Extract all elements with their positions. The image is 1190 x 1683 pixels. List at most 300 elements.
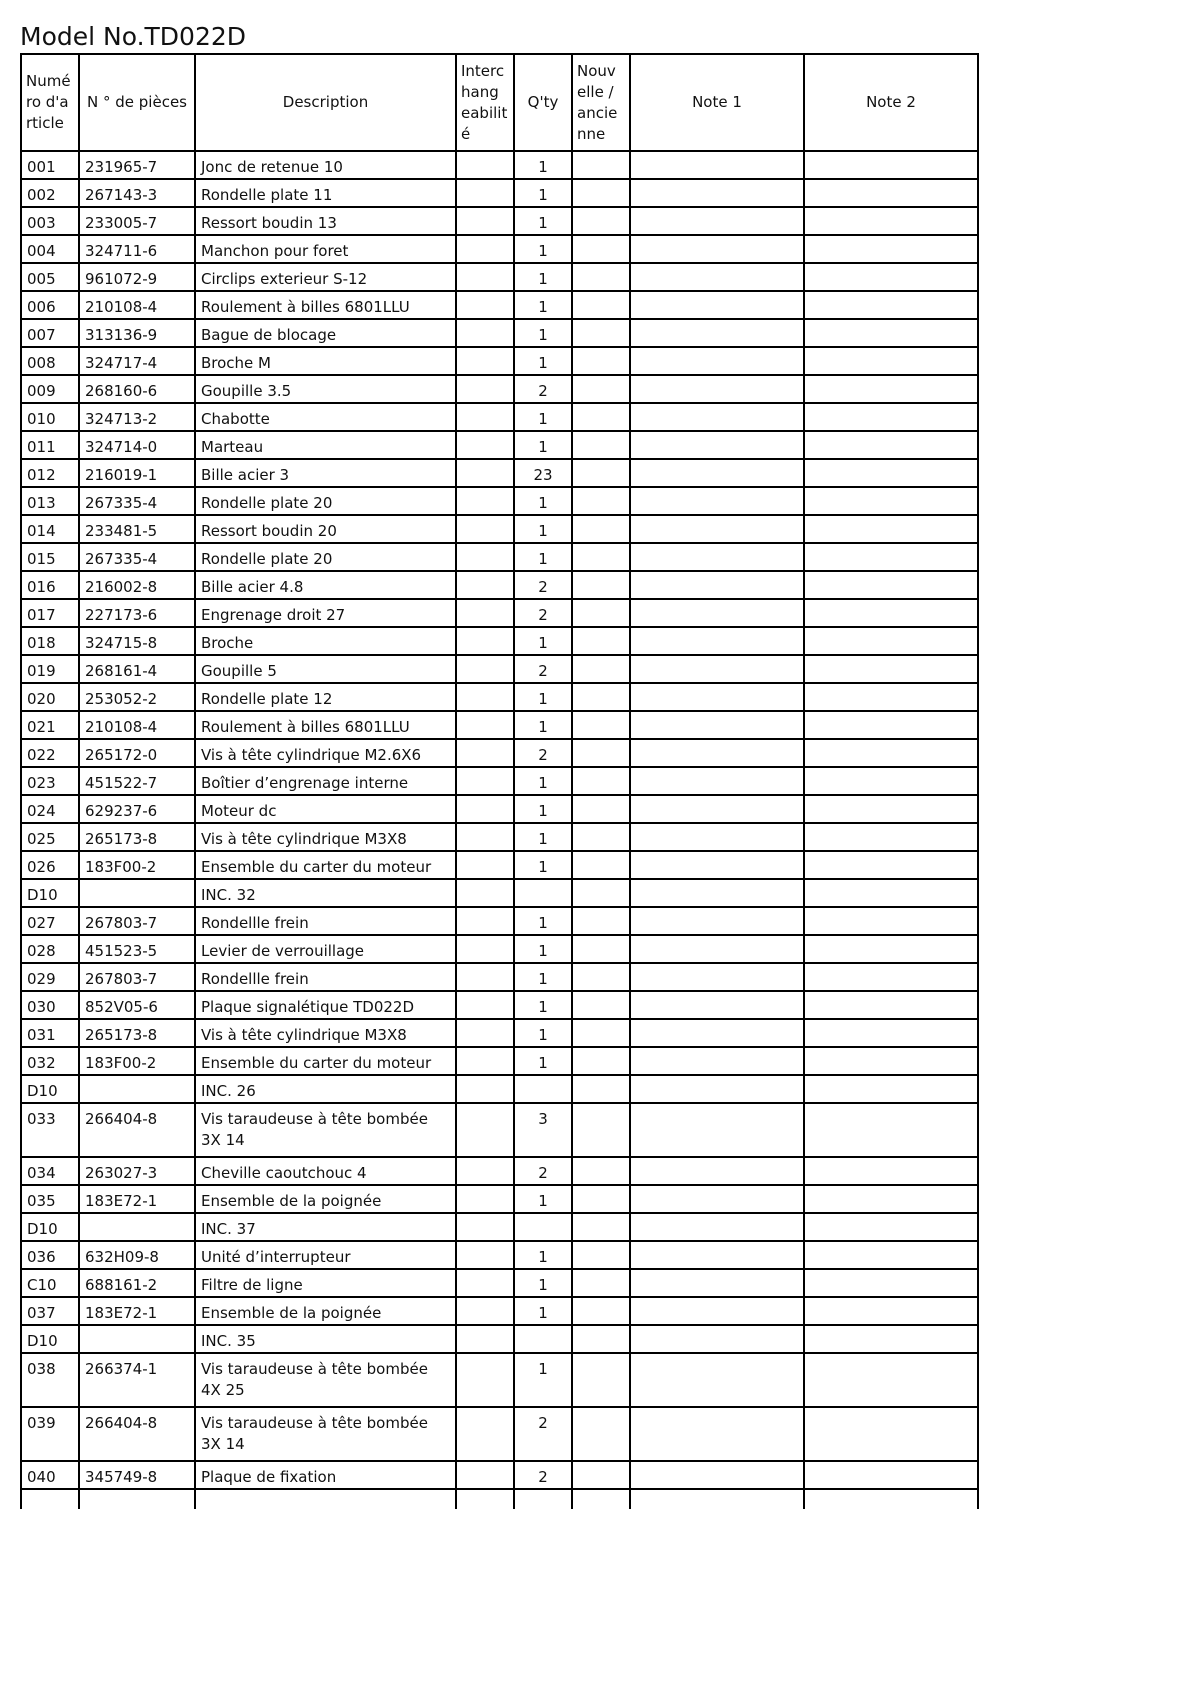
description-cell: Bille acier 4.8 <box>195 571 456 599</box>
interchangeability-cell <box>456 851 514 879</box>
part-number-cell: 216002-8 <box>79 571 195 599</box>
table-row <box>21 487 978 515</box>
description-cell: Plaque signalétique TD022D <box>195 991 456 1019</box>
note-2-cell <box>804 1269 978 1297</box>
item-number-cell: 027 <box>21 907 79 935</box>
note-2-cell <box>804 1213 978 1241</box>
item-number-cell: 006 <box>21 291 79 319</box>
table-row <box>21 1353 978 1407</box>
new-old-cell <box>572 1019 630 1047</box>
note-1-cell <box>630 627 804 655</box>
part-number-cell: 265173-8 <box>79 1019 195 1047</box>
item-number-cell: 018 <box>21 627 79 655</box>
note-1-cell <box>630 319 804 347</box>
interchangeability-cell <box>456 599 514 627</box>
new-old-cell <box>572 151 630 179</box>
quantity-cell: 23 <box>514 459 572 487</box>
quantity-cell: 1 <box>514 263 572 291</box>
item-number-cell: 022 <box>21 739 79 767</box>
new-old-cell <box>572 403 630 431</box>
item-number-cell: 037 <box>21 1297 79 1325</box>
note-1-cell <box>630 431 804 459</box>
part-number-cell: 183E72-1 <box>79 1185 195 1213</box>
description-cell: Broche M <box>195 347 456 375</box>
table-row <box>21 1185 978 1213</box>
part-number-cell: 267335-4 <box>79 543 195 571</box>
interchangeability-cell <box>456 347 514 375</box>
interchangeability-cell <box>456 571 514 599</box>
item-number-cell: 029 <box>21 963 79 991</box>
description-cell: Roulement à billes 6801LLU <box>195 291 456 319</box>
interchangeability-cell <box>456 1241 514 1269</box>
interchangeability-cell <box>456 207 514 235</box>
new-old-cell <box>572 263 630 291</box>
new-old-cell <box>572 1185 630 1213</box>
empty-cell <box>572 1489 630 1509</box>
new-old-cell <box>572 1325 630 1353</box>
quantity-cell: 1 <box>514 907 572 935</box>
interchangeability-cell <box>456 1325 514 1353</box>
item-number-cell: 011 <box>21 431 79 459</box>
part-number-cell: 266404-8 <box>79 1407 195 1461</box>
note-1-cell <box>630 515 804 543</box>
note-1-cell <box>630 795 804 823</box>
part-number-cell: 227173-6 <box>79 599 195 627</box>
quantity-cell: 1 <box>514 1241 572 1269</box>
note-1-cell <box>630 935 804 963</box>
table-row <box>21 151 978 179</box>
note-2-cell <box>804 879 978 907</box>
new-old-cell <box>572 515 630 543</box>
description-cell: Goupille 3.5 <box>195 375 456 403</box>
description-cell: Bille acier 3 <box>195 459 456 487</box>
interchangeability-cell <box>456 627 514 655</box>
note-2-cell <box>804 1325 978 1353</box>
note-2-cell <box>804 1075 978 1103</box>
new-old-cell <box>572 935 630 963</box>
quantity-cell: 1 <box>514 403 572 431</box>
description-cell: Marteau <box>195 431 456 459</box>
table-row <box>21 431 978 459</box>
note-1-cell <box>630 1241 804 1269</box>
description-cell: INC. 37 <box>195 1213 456 1241</box>
table-row <box>21 1157 978 1185</box>
note-1-cell <box>630 1461 804 1489</box>
interchangeability-cell <box>456 1185 514 1213</box>
interchangeability-cell <box>456 1297 514 1325</box>
quantity-cell <box>514 1075 572 1103</box>
note-1-cell <box>630 571 804 599</box>
note-1-cell <box>630 1325 804 1353</box>
table-row <box>21 935 978 963</box>
new-old-cell <box>572 1461 630 1489</box>
part-number-cell: 324711-6 <box>79 235 195 263</box>
table-row <box>21 823 978 851</box>
item-number-cell: 034 <box>21 1157 79 1185</box>
table-row <box>21 403 978 431</box>
interchangeability-cell <box>456 1047 514 1075</box>
new-old-cell <box>572 235 630 263</box>
description-cell: Engrenage droit 27 <box>195 599 456 627</box>
note-2-cell <box>804 235 978 263</box>
note-2-cell <box>804 1047 978 1075</box>
empty-cell <box>804 1489 978 1509</box>
interchangeability-cell <box>456 935 514 963</box>
note-2-cell <box>804 431 978 459</box>
interchangeability-cell <box>456 991 514 1019</box>
table-row <box>21 963 978 991</box>
quantity-cell: 2 <box>514 655 572 683</box>
table-row <box>21 1075 978 1103</box>
description-cell: Circlips exterieur S-12 <box>195 263 456 291</box>
description-cell: INC. 32 <box>195 879 456 907</box>
quantity-cell: 1 <box>514 1047 572 1075</box>
item-number-cell: 010 <box>21 403 79 431</box>
item-number-cell: C10 <box>21 1269 79 1297</box>
description-cell: Moteur dc <box>195 795 456 823</box>
header-row <box>21 54 978 151</box>
part-number-cell: 267803-7 <box>79 963 195 991</box>
item-number-cell: 040 <box>21 1461 79 1489</box>
table-row <box>21 599 978 627</box>
description-cell: Rondellle frein <box>195 907 456 935</box>
quantity-cell: 1 <box>514 179 572 207</box>
new-old-cell <box>572 1047 630 1075</box>
item-number-cell: 009 <box>21 375 79 403</box>
new-old-cell <box>572 375 630 403</box>
item-number-cell: 005 <box>21 263 79 291</box>
quantity-cell <box>514 879 572 907</box>
note-1-cell <box>630 683 804 711</box>
new-old-cell <box>572 179 630 207</box>
empty-cell <box>195 1489 456 1509</box>
item-number-cell: 028 <box>21 935 79 963</box>
quantity-cell: 1 <box>514 207 572 235</box>
note-2-cell <box>804 571 978 599</box>
item-number-cell: 030 <box>21 991 79 1019</box>
note-2-cell <box>804 151 978 179</box>
description-cell: Filtre de ligne <box>195 1269 456 1297</box>
part-number-cell: 451522-7 <box>79 767 195 795</box>
quantity-cell: 2 <box>514 571 572 599</box>
note-2-cell <box>804 1353 978 1407</box>
quantity-cell: 1 <box>514 347 572 375</box>
item-number-cell: D10 <box>21 1325 79 1353</box>
new-old-cell <box>572 1407 630 1461</box>
item-number-cell: 023 <box>21 767 79 795</box>
note-1-cell <box>630 207 804 235</box>
quantity-cell: 3 <box>514 1103 572 1157</box>
interchangeability-cell <box>456 907 514 935</box>
quantity-cell: 1 <box>514 1269 572 1297</box>
part-number-cell: 688161-2 <box>79 1269 195 1297</box>
item-number-cell: 004 <box>21 235 79 263</box>
part-number-cell <box>79 1075 195 1103</box>
description-cell: Plaque de fixation <box>195 1461 456 1489</box>
note-2-cell <box>804 1103 978 1157</box>
note-1-cell <box>630 1047 804 1075</box>
note-2-cell <box>804 795 978 823</box>
note-2-cell <box>804 963 978 991</box>
part-number-cell: 263027-3 <box>79 1157 195 1185</box>
table-row <box>21 1325 978 1353</box>
description-cell: Manchon pour foret <box>195 235 456 263</box>
part-number-cell <box>79 879 195 907</box>
interchangeability-cell <box>456 403 514 431</box>
part-number-cell: 233481-5 <box>79 515 195 543</box>
description-cell: INC. 35 <box>195 1325 456 1353</box>
part-number-cell <box>79 1325 195 1353</box>
new-old-cell <box>572 795 630 823</box>
note-1-cell <box>630 487 804 515</box>
description-cell: Ensemble de la poignée <box>195 1185 456 1213</box>
part-number-cell: 233005-7 <box>79 207 195 235</box>
item-number-cell: 007 <box>21 319 79 347</box>
interchangeability-cell <box>456 431 514 459</box>
empty-cell <box>79 1489 195 1509</box>
new-old-cell <box>572 459 630 487</box>
quantity-cell: 1 <box>514 515 572 543</box>
quantity-cell <box>514 1213 572 1241</box>
table-row <box>21 739 978 767</box>
quantity-cell: 1 <box>514 823 572 851</box>
quantity-cell <box>514 1325 572 1353</box>
part-number-cell: 313136-9 <box>79 319 195 347</box>
interchangeability-cell <box>456 795 514 823</box>
new-old-cell <box>572 1075 630 1103</box>
note-2-cell <box>804 739 978 767</box>
quantity-cell: 2 <box>514 375 572 403</box>
new-old-cell <box>572 627 630 655</box>
part-number-cell: 852V05-6 <box>79 991 195 1019</box>
part-number-cell: 267335-4 <box>79 487 195 515</box>
note-2-cell <box>804 1019 978 1047</box>
table-row <box>21 543 978 571</box>
table-row <box>21 459 978 487</box>
new-old-cell <box>572 487 630 515</box>
part-number-cell: 268161-4 <box>79 655 195 683</box>
note-2-cell <box>804 375 978 403</box>
note-2-cell <box>804 711 978 739</box>
description-cell: Rondelle plate 11 <box>195 179 456 207</box>
interchangeability-cell <box>456 235 514 263</box>
interchangeability-cell <box>456 263 514 291</box>
table-row <box>21 991 978 1019</box>
interchangeability-cell <box>456 711 514 739</box>
note-2-cell <box>804 683 978 711</box>
item-number-cell: 002 <box>21 179 79 207</box>
empty-cell <box>514 1489 572 1509</box>
quantity-cell: 1 <box>514 935 572 963</box>
quantity-cell: 2 <box>514 1407 572 1461</box>
note-2-cell <box>804 403 978 431</box>
interchangeability-cell <box>456 291 514 319</box>
new-old-cell <box>572 655 630 683</box>
interchangeability-cell <box>456 1103 514 1157</box>
description-cell: Chabotte <box>195 403 456 431</box>
table-row <box>21 1241 978 1269</box>
part-number-cell: 231965-7 <box>79 151 195 179</box>
empty-cell <box>21 1489 79 1509</box>
table-row <box>21 263 978 291</box>
part-number-cell: 216019-1 <box>79 459 195 487</box>
col-header-quantity: Q'ty <box>514 54 572 151</box>
part-number-cell: 210108-4 <box>79 291 195 319</box>
item-number-cell: 032 <box>21 1047 79 1075</box>
table-row <box>21 655 978 683</box>
interchangeability-cell <box>456 151 514 179</box>
note-1-cell <box>630 263 804 291</box>
part-number-cell: 324714-0 <box>79 431 195 459</box>
note-1-cell <box>630 347 804 375</box>
description-cell: Vis taraudeuse à tête bombée 3X 14 <box>195 1103 456 1157</box>
quantity-cell: 1 <box>514 711 572 739</box>
note-1-cell <box>630 403 804 431</box>
item-number-cell: 035 <box>21 1185 79 1213</box>
new-old-cell <box>572 319 630 347</box>
note-1-cell <box>630 151 804 179</box>
description-cell: Rondelle plate 20 <box>195 543 456 571</box>
quantity-cell: 1 <box>514 151 572 179</box>
new-old-cell <box>572 1213 630 1241</box>
part-number-cell: 629237-6 <box>79 795 195 823</box>
table-row <box>21 683 978 711</box>
quantity-cell: 1 <box>514 487 572 515</box>
part-number-cell: 183E72-1 <box>79 1297 195 1325</box>
quantity-cell: 1 <box>514 851 572 879</box>
description-cell: Unité d’interrupteur <box>195 1241 456 1269</box>
table-row <box>21 207 978 235</box>
col-header-note-1: Note 1 <box>630 54 804 151</box>
new-old-cell <box>572 907 630 935</box>
new-old-cell <box>572 571 630 599</box>
item-number-cell: 033 <box>21 1103 79 1157</box>
description-cell: Bague de blocage <box>195 319 456 347</box>
table-row <box>21 1019 978 1047</box>
note-1-cell <box>630 599 804 627</box>
part-number-cell: 324715-8 <box>79 627 195 655</box>
note-1-cell <box>630 235 804 263</box>
item-number-cell: D10 <box>21 879 79 907</box>
quantity-cell: 1 <box>514 319 572 347</box>
table-row <box>21 879 978 907</box>
note-2-cell <box>804 1461 978 1489</box>
part-number-cell: 267803-7 <box>79 907 195 935</box>
description-cell: Goupille 5 <box>195 655 456 683</box>
table-row <box>21 627 978 655</box>
item-number-cell: D10 <box>21 1075 79 1103</box>
quantity-cell: 2 <box>514 599 572 627</box>
table-row <box>21 319 978 347</box>
part-number-cell <box>79 1213 195 1241</box>
table-row <box>21 851 978 879</box>
interchangeability-cell <box>456 963 514 991</box>
note-1-cell <box>630 459 804 487</box>
note-1-cell <box>630 1103 804 1157</box>
part-number-cell: 266404-8 <box>79 1103 195 1157</box>
quantity-cell: 1 <box>514 683 572 711</box>
parts-table-body <box>21 151 978 1509</box>
note-1-cell <box>630 375 804 403</box>
interchangeability-cell <box>456 767 514 795</box>
note-1-cell <box>630 767 804 795</box>
description-cell: Ressort boudin 13 <box>195 207 456 235</box>
interchangeability-cell <box>456 823 514 851</box>
col-header-note-2: Note 2 <box>804 54 978 151</box>
item-number-cell: 013 <box>21 487 79 515</box>
part-number-cell: 632H09-8 <box>79 1241 195 1269</box>
item-number-cell: 024 <box>21 795 79 823</box>
empty-cell <box>456 1489 514 1509</box>
item-number-cell: 019 <box>21 655 79 683</box>
part-number-cell: 265173-8 <box>79 823 195 851</box>
item-number-cell: 026 <box>21 851 79 879</box>
new-old-cell <box>572 739 630 767</box>
note-1-cell <box>630 1407 804 1461</box>
table-row <box>21 515 978 543</box>
description-cell: Ressort boudin 20 <box>195 515 456 543</box>
part-number-cell: 267143-3 <box>79 179 195 207</box>
note-1-cell <box>630 1213 804 1241</box>
col-header-part-number: N ° de pièces <box>79 54 195 151</box>
interchangeability-cell <box>456 375 514 403</box>
note-2-cell <box>804 263 978 291</box>
quantity-cell: 2 <box>514 1461 572 1489</box>
interchangeability-cell <box>456 1407 514 1461</box>
note-2-cell <box>804 599 978 627</box>
note-1-cell <box>630 711 804 739</box>
description-cell: Ensemble du carter du moteur <box>195 1047 456 1075</box>
description-cell: Rondelle plate 20 <box>195 487 456 515</box>
note-1-cell <box>630 879 804 907</box>
table-row <box>21 1269 978 1297</box>
col-header-description: Description <box>195 54 456 151</box>
item-number-cell: 020 <box>21 683 79 711</box>
note-1-cell <box>630 963 804 991</box>
note-1-cell <box>630 1353 804 1407</box>
table-row <box>21 235 978 263</box>
note-2-cell <box>804 1157 978 1185</box>
item-number-cell: 031 <box>21 1019 79 1047</box>
table-row <box>21 375 978 403</box>
item-number-cell: 001 <box>21 151 79 179</box>
new-old-cell <box>572 851 630 879</box>
description-cell: Ensemble du carter du moteur <box>195 851 456 879</box>
quantity-cell: 1 <box>514 1019 572 1047</box>
table-row <box>21 291 978 319</box>
item-number-cell: D10 <box>21 1213 79 1241</box>
note-2-cell <box>804 487 978 515</box>
new-old-cell <box>572 599 630 627</box>
description-cell: Vis taraudeuse à tête bombée 4X 25 <box>195 1353 456 1407</box>
interchangeability-cell <box>456 515 514 543</box>
quantity-cell: 1 <box>514 543 572 571</box>
table-row <box>21 1297 978 1325</box>
table-row <box>21 1407 978 1461</box>
quantity-cell: 1 <box>514 795 572 823</box>
note-2-cell <box>804 1407 978 1461</box>
col-header-new-old: Nouv elle / ancie nne <box>572 54 630 151</box>
item-number-cell: 015 <box>21 543 79 571</box>
note-2-cell <box>804 291 978 319</box>
quantity-cell: 1 <box>514 963 572 991</box>
table-row <box>21 767 978 795</box>
part-number-cell: 253052-2 <box>79 683 195 711</box>
item-number-cell: 008 <box>21 347 79 375</box>
description-cell: Rondelle plate 12 <box>195 683 456 711</box>
new-old-cell <box>572 207 630 235</box>
description-cell: Vis à tête cylindrique M3X8 <box>195 823 456 851</box>
